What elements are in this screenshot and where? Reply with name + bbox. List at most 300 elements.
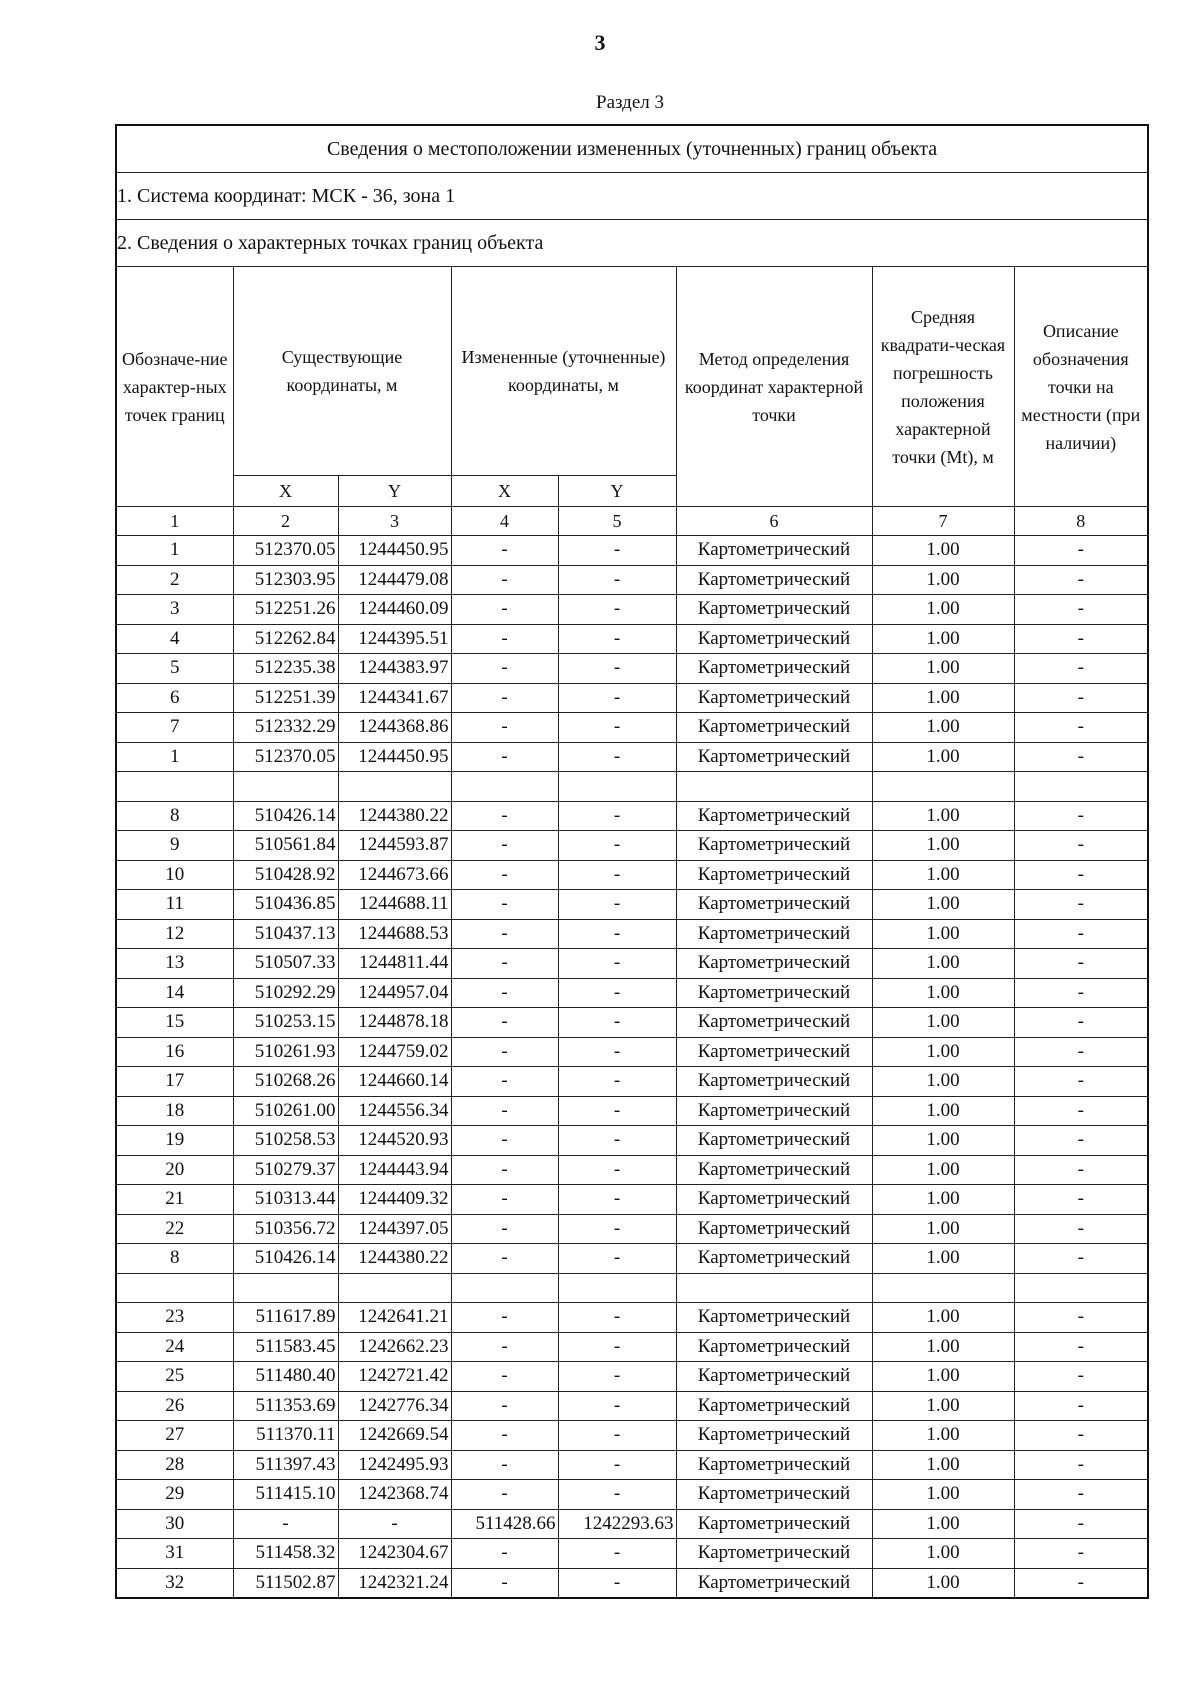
method-cell: Картометрический xyxy=(676,1067,872,1097)
point-id-cell: 19 xyxy=(116,1126,233,1156)
description-cell: - xyxy=(1014,978,1148,1008)
changed-x-cell: - xyxy=(451,713,558,743)
column-numbers-row xyxy=(116,507,1148,536)
point-id-cell: 28 xyxy=(116,1450,233,1480)
changed-x-cell: - xyxy=(451,919,558,949)
existing-x-cell: 511397.43 xyxy=(233,1450,338,1480)
changed-x-cell: - xyxy=(451,860,558,890)
method-cell: Картометрический xyxy=(676,1509,872,1539)
point-id-cell: 3 xyxy=(116,595,233,625)
description-cell: - xyxy=(1014,919,1148,949)
existing-x-cell: 510561.84 xyxy=(233,831,338,861)
header-changed-x: X xyxy=(451,476,558,507)
existing-y-cell: 1244380.22 xyxy=(338,801,451,831)
existing-y-cell: 1242662.23 xyxy=(338,1332,451,1362)
changed-x-cell: - xyxy=(451,595,558,625)
method-cell: Картометрический xyxy=(676,919,872,949)
changed-x-cell: - xyxy=(451,831,558,861)
error-cell: 1.00 xyxy=(872,536,1014,566)
existing-x-cell: 510356.72 xyxy=(233,1214,338,1244)
table-row xyxy=(116,1185,1148,1215)
description-cell: - xyxy=(1014,1096,1148,1126)
table-row xyxy=(116,1391,1148,1421)
error-cell: 1.00 xyxy=(872,1067,1014,1097)
changed-x-cell: - xyxy=(451,1067,558,1097)
point-id-cell: 16 xyxy=(116,1037,233,1067)
header-existing-coords: Существующие координаты, м xyxy=(233,267,451,476)
method-cell: Картометрический xyxy=(676,831,872,861)
point-id-cell: 13 xyxy=(116,949,233,979)
point-id-cell: 18 xyxy=(116,1096,233,1126)
method-cell: Картометрический xyxy=(676,1037,872,1067)
description-cell: - xyxy=(1014,1450,1148,1480)
table-row xyxy=(116,742,1148,772)
error-cell: 1.00 xyxy=(872,1362,1014,1392)
existing-y-cell: 1242669.54 xyxy=(338,1421,451,1451)
empty-cell xyxy=(338,772,451,802)
table-row xyxy=(116,831,1148,861)
changed-y-cell: - xyxy=(558,890,676,920)
changed-y-cell: - xyxy=(558,1067,676,1097)
error-cell: 1.00 xyxy=(872,1244,1014,1274)
method-cell: Картометрический xyxy=(676,1185,872,1215)
error-cell: 1.00 xyxy=(872,1214,1014,1244)
table-row xyxy=(116,1126,1148,1156)
header-method: Метод определения координат характерной точки xyxy=(676,267,872,507)
existing-y-cell: 1244409.32 xyxy=(338,1185,451,1215)
changed-y-cell: - xyxy=(558,1185,676,1215)
existing-y-cell: 1242321.24 xyxy=(338,1568,451,1598)
section-title: Раздел 3 xyxy=(596,92,664,113)
description-cell: - xyxy=(1014,654,1148,684)
description-cell: - xyxy=(1014,1126,1148,1156)
method-cell: Картометрический xyxy=(676,713,872,743)
error-cell: 1.00 xyxy=(872,1126,1014,1156)
changed-x-cell: - xyxy=(451,1008,558,1038)
method-cell: Картометрический xyxy=(676,978,872,1008)
table-row xyxy=(116,1568,1148,1598)
existing-x-cell: 511458.32 xyxy=(233,1539,338,1569)
existing-x-cell: 510507.33 xyxy=(233,949,338,979)
table-row xyxy=(116,1539,1148,1569)
description-cell: - xyxy=(1014,1391,1148,1421)
header-changed-y: Y xyxy=(558,476,676,507)
empty-cell xyxy=(233,1273,338,1303)
contour-separator-row xyxy=(116,1273,1148,1303)
error-cell: 1.00 xyxy=(872,801,1014,831)
changed-y-cell: - xyxy=(558,919,676,949)
point-id-cell: 8 xyxy=(116,1244,233,1274)
existing-x-cell: 511480.40 xyxy=(233,1362,338,1392)
table-row xyxy=(116,624,1148,654)
error-cell: 1.00 xyxy=(872,978,1014,1008)
changed-x-cell: - xyxy=(451,978,558,1008)
existing-x-cell: 510292.29 xyxy=(233,978,338,1008)
error-cell: 1.00 xyxy=(872,1391,1014,1421)
error-cell: 1.00 xyxy=(872,919,1014,949)
contour-separator-row xyxy=(116,772,1148,802)
existing-x-cell: 512251.26 xyxy=(233,595,338,625)
changed-x-cell: - xyxy=(451,801,558,831)
existing-x-cell: 510268.26 xyxy=(233,1067,338,1097)
error-cell: 1.00 xyxy=(872,683,1014,713)
table-row xyxy=(116,1362,1148,1392)
description-cell: - xyxy=(1014,831,1148,861)
point-id-cell: 9 xyxy=(116,831,233,861)
existing-x-cell: 512370.05 xyxy=(233,742,338,772)
point-id-cell: 17 xyxy=(116,1067,233,1097)
existing-y-cell: 1244395.51 xyxy=(338,624,451,654)
changed-y-cell: - xyxy=(558,801,676,831)
method-cell: Картометрический xyxy=(676,1096,872,1126)
existing-y-cell: 1244878.18 xyxy=(338,1008,451,1038)
existing-y-cell: 1244673.66 xyxy=(338,860,451,890)
method-cell: Картометрический xyxy=(676,1303,872,1333)
changed-x-cell: - xyxy=(451,1332,558,1362)
empty-cell xyxy=(676,772,872,802)
changed-y-cell: - xyxy=(558,1244,676,1274)
existing-y-cell: 1242721.42 xyxy=(338,1362,451,1392)
error-cell: 1.00 xyxy=(872,831,1014,861)
existing-y-cell: 1244383.97 xyxy=(338,654,451,684)
error-cell: 1.00 xyxy=(872,713,1014,743)
existing-y-cell: 1244593.87 xyxy=(338,831,451,861)
existing-x-cell: 510279.37 xyxy=(233,1155,338,1185)
boundary-points-table xyxy=(115,124,1149,1599)
method-cell: Картометрический xyxy=(676,1450,872,1480)
changed-x-cell: - xyxy=(451,1185,558,1215)
changed-y-cell: - xyxy=(558,654,676,684)
changed-x-cell: - xyxy=(451,1480,558,1510)
changed-y-cell: - xyxy=(558,683,676,713)
table-row xyxy=(116,1067,1148,1097)
table-row xyxy=(116,1509,1148,1539)
table-row xyxy=(116,890,1148,920)
changed-x-cell: - xyxy=(451,536,558,566)
existing-x-cell: 511415.10 xyxy=(233,1480,338,1510)
method-cell: Картометрический xyxy=(676,1332,872,1362)
existing-x-cell: 510426.14 xyxy=(233,801,338,831)
column-number: 7 xyxy=(872,507,1014,536)
description-cell: - xyxy=(1014,1008,1148,1038)
table-row xyxy=(116,1480,1148,1510)
description-cell: - xyxy=(1014,890,1148,920)
page-number: 3 xyxy=(594,30,606,55)
empty-cell xyxy=(451,772,558,802)
existing-x-cell: 510428.92 xyxy=(233,860,338,890)
point-id-cell: 32 xyxy=(116,1568,233,1598)
point-id-cell: 14 xyxy=(116,978,233,1008)
changed-x-cell: - xyxy=(451,1391,558,1421)
changed-y-cell: - xyxy=(558,1332,676,1362)
point-id-cell: 12 xyxy=(116,919,233,949)
error-cell: 1.00 xyxy=(872,1185,1014,1215)
point-id-cell: 1 xyxy=(116,536,233,566)
changed-x-cell: - xyxy=(451,1037,558,1067)
point-id-cell: 23 xyxy=(116,1303,233,1333)
table-row xyxy=(116,713,1148,743)
method-cell: Картометрический xyxy=(676,1480,872,1510)
existing-y-cell: 1242495.93 xyxy=(338,1450,451,1480)
column-number: 4 xyxy=(451,507,558,536)
point-id-cell: 10 xyxy=(116,860,233,890)
method-cell: Картометрический xyxy=(676,536,872,566)
description-cell: - xyxy=(1014,949,1148,979)
existing-y-cell: 1244556.34 xyxy=(338,1096,451,1126)
coord-system-row: 1. Система координат: МСК - 36, зона 1 xyxy=(116,173,1148,220)
description-cell: - xyxy=(1014,1214,1148,1244)
error-cell: 1.00 xyxy=(872,1155,1014,1185)
method-cell: Картометрический xyxy=(676,1126,872,1156)
description-cell: - xyxy=(1014,1568,1148,1598)
existing-y-cell: 1244460.09 xyxy=(338,595,451,625)
header-existing-x: X xyxy=(233,476,338,507)
existing-y-cell: 1244380.22 xyxy=(338,1244,451,1274)
empty-cell xyxy=(676,1273,872,1303)
description-cell: - xyxy=(1014,595,1148,625)
changed-x-cell: - xyxy=(451,654,558,684)
changed-y-cell: - xyxy=(558,713,676,743)
point-id-cell: 15 xyxy=(116,1008,233,1038)
empty-cell xyxy=(1014,1273,1148,1303)
changed-x-cell: - xyxy=(451,1539,558,1569)
point-id-cell: 8 xyxy=(116,801,233,831)
error-cell: 1.00 xyxy=(872,1096,1014,1126)
existing-y-cell: 1244443.94 xyxy=(338,1155,451,1185)
error-cell: 1.00 xyxy=(872,624,1014,654)
error-cell: 1.00 xyxy=(872,1008,1014,1038)
method-cell: Картометрический xyxy=(676,860,872,890)
table-row xyxy=(116,565,1148,595)
point-id-cell: 20 xyxy=(116,1155,233,1185)
error-cell: 1.00 xyxy=(872,742,1014,772)
error-cell: 1.00 xyxy=(872,1509,1014,1539)
changed-x-cell: - xyxy=(451,683,558,713)
existing-y-cell: 1244397.05 xyxy=(338,1214,451,1244)
existing-y-cell: 1244688.53 xyxy=(338,919,451,949)
table-row xyxy=(116,1244,1148,1274)
point-id-cell: 22 xyxy=(116,1214,233,1244)
method-cell: Картометрический xyxy=(676,1568,872,1598)
existing-x-cell: 510437.13 xyxy=(233,919,338,949)
description-cell: - xyxy=(1014,683,1148,713)
empty-cell xyxy=(233,772,338,802)
changed-x-cell: - xyxy=(451,1303,558,1333)
description-cell: - xyxy=(1014,1037,1148,1067)
table-row xyxy=(116,919,1148,949)
header-error: Средняя квадрати-ческая погрешность положения характерной точки (Mt), м xyxy=(872,267,1014,507)
table-row xyxy=(116,1450,1148,1480)
error-cell: 1.00 xyxy=(872,595,1014,625)
changed-y-cell: - xyxy=(558,1421,676,1451)
table-row xyxy=(116,1096,1148,1126)
header-existing-y: Y xyxy=(338,476,451,507)
changed-y-cell: - xyxy=(558,624,676,654)
existing-y-cell: 1244450.95 xyxy=(338,742,451,772)
point-id-cell: 26 xyxy=(116,1391,233,1421)
existing-x-cell: 510436.85 xyxy=(233,890,338,920)
changed-x-cell: - xyxy=(451,1362,558,1392)
error-cell: 1.00 xyxy=(872,1303,1014,1333)
column-number: 1 xyxy=(116,507,233,536)
changed-y-cell: 1242293.63 xyxy=(558,1509,676,1539)
changed-x-cell: - xyxy=(451,1421,558,1451)
table-row xyxy=(116,683,1148,713)
changed-y-cell: - xyxy=(558,949,676,979)
description-cell: - xyxy=(1014,860,1148,890)
existing-y-cell: 1244450.95 xyxy=(338,536,451,566)
table-row xyxy=(116,949,1148,979)
changed-y-cell: - xyxy=(558,1096,676,1126)
changed-y-cell: - xyxy=(558,1126,676,1156)
error-cell: 1.00 xyxy=(872,949,1014,979)
changed-y-cell: - xyxy=(558,1037,676,1067)
existing-x-cell: 510258.53 xyxy=(233,1126,338,1156)
method-cell: Картометрический xyxy=(676,595,872,625)
empty-cell xyxy=(1014,772,1148,802)
description-cell: - xyxy=(1014,1244,1148,1274)
changed-x-cell: 511428.66 xyxy=(451,1509,558,1539)
changed-y-cell: - xyxy=(558,1362,676,1392)
table-row xyxy=(116,1421,1148,1451)
existing-x-cell: 512262.84 xyxy=(233,624,338,654)
method-cell: Картометрический xyxy=(676,1391,872,1421)
description-cell: - xyxy=(1014,1539,1148,1569)
error-cell: 1.00 xyxy=(872,1480,1014,1510)
point-id-cell: 27 xyxy=(116,1421,233,1451)
existing-x-cell: 511617.89 xyxy=(233,1303,338,1333)
empty-cell xyxy=(872,1273,1014,1303)
empty-cell xyxy=(872,772,1014,802)
changed-y-cell: - xyxy=(558,595,676,625)
point-id-cell: 21 xyxy=(116,1185,233,1215)
table-row xyxy=(116,860,1148,890)
point-id-cell: 11 xyxy=(116,890,233,920)
point-id-cell: 6 xyxy=(116,683,233,713)
description-cell: - xyxy=(1014,1067,1148,1097)
empty-cell xyxy=(558,1273,676,1303)
existing-y-cell: 1244368.86 xyxy=(338,713,451,743)
table-row xyxy=(116,1037,1148,1067)
method-cell: Картометрический xyxy=(676,1008,872,1038)
point-id-cell: 1 xyxy=(116,742,233,772)
changed-y-cell: - xyxy=(558,831,676,861)
point-id-cell: 25 xyxy=(116,1362,233,1392)
error-cell: 1.00 xyxy=(872,1421,1014,1451)
description-cell: - xyxy=(1014,1303,1148,1333)
changed-y-cell: - xyxy=(558,742,676,772)
method-cell: Картометрический xyxy=(676,1539,872,1569)
error-cell: 1.00 xyxy=(872,1539,1014,1569)
table-row xyxy=(116,801,1148,831)
empty-cell xyxy=(558,772,676,802)
error-cell: 1.00 xyxy=(872,565,1014,595)
existing-x-cell: 512303.95 xyxy=(233,565,338,595)
description-cell: - xyxy=(1014,536,1148,566)
description-cell: - xyxy=(1014,801,1148,831)
existing-y-cell: 1244957.04 xyxy=(338,978,451,1008)
description-cell: - xyxy=(1014,1155,1148,1185)
existing-y-cell: 1244479.08 xyxy=(338,565,451,595)
method-cell: Картометрический xyxy=(676,742,872,772)
changed-x-cell: - xyxy=(451,1244,558,1274)
empty-cell xyxy=(451,1273,558,1303)
table-row xyxy=(116,1214,1148,1244)
column-number: 6 xyxy=(676,507,872,536)
error-cell: 1.00 xyxy=(872,1332,1014,1362)
column-number: 3 xyxy=(338,507,451,536)
existing-x-cell: 511502.87 xyxy=(233,1568,338,1598)
point-id-cell: 31 xyxy=(116,1539,233,1569)
method-cell: Картометрический xyxy=(676,624,872,654)
points-heading-row: 2. Сведения о характерных точках границ объекта xyxy=(116,220,1148,267)
description-cell: - xyxy=(1014,1362,1148,1392)
changed-y-cell: - xyxy=(558,1391,676,1421)
existing-x-cell: 511370.11 xyxy=(233,1421,338,1451)
point-id-cell: 5 xyxy=(116,654,233,684)
existing-x-cell: 512370.05 xyxy=(233,536,338,566)
error-cell: 1.00 xyxy=(872,1450,1014,1480)
table-row xyxy=(116,1332,1148,1362)
existing-y-cell: 1244688.11 xyxy=(338,890,451,920)
changed-y-cell: - xyxy=(558,1303,676,1333)
existing-x-cell: 510261.93 xyxy=(233,1037,338,1067)
point-id-cell: 30 xyxy=(116,1509,233,1539)
changed-y-cell: - xyxy=(558,1539,676,1569)
changed-y-cell: - xyxy=(558,1214,676,1244)
existing-y-cell: 1244660.14 xyxy=(338,1067,451,1097)
existing-y-cell: 1244341.67 xyxy=(338,683,451,713)
existing-y-cell: 1242304.67 xyxy=(338,1539,451,1569)
description-cell: - xyxy=(1014,1421,1148,1451)
description-cell: - xyxy=(1014,1480,1148,1510)
empty-cell xyxy=(338,1273,451,1303)
table-row xyxy=(116,536,1148,566)
description-cell: - xyxy=(1014,565,1148,595)
description-cell: - xyxy=(1014,742,1148,772)
empty-cell xyxy=(116,1273,233,1303)
existing-y-cell: 1244520.93 xyxy=(338,1126,451,1156)
column-number: 8 xyxy=(1014,507,1148,536)
table-row xyxy=(116,654,1148,684)
method-cell: Картометрический xyxy=(676,1214,872,1244)
point-id-cell: 29 xyxy=(116,1480,233,1510)
point-id-cell: 24 xyxy=(116,1332,233,1362)
description-cell: - xyxy=(1014,1332,1148,1362)
table-row xyxy=(116,595,1148,625)
table-row xyxy=(116,978,1148,1008)
header-description: Описание обозначения точки на местности (при наличии) xyxy=(1014,267,1148,507)
method-cell: Картометрический xyxy=(676,1155,872,1185)
table-row xyxy=(116,1303,1148,1333)
changed-x-cell: - xyxy=(451,949,558,979)
existing-y-cell: 1244811.44 xyxy=(338,949,451,979)
point-id-cell: 2 xyxy=(116,565,233,595)
existing-x-cell: 512332.29 xyxy=(233,713,338,743)
changed-y-cell: - xyxy=(558,860,676,890)
existing-x-cell: 512235.38 xyxy=(233,654,338,684)
method-cell: Картометрический xyxy=(676,565,872,595)
changed-x-cell: - xyxy=(451,1126,558,1156)
existing-x-cell: 510261.00 xyxy=(233,1096,338,1126)
point-id-cell: 7 xyxy=(116,713,233,743)
method-cell: Картометрический xyxy=(676,654,872,684)
changed-x-cell: - xyxy=(451,890,558,920)
error-cell: 1.00 xyxy=(872,1037,1014,1067)
table-title: Сведения о местоположении измененных (уточненных) границ объекта xyxy=(116,125,1148,173)
description-cell: - xyxy=(1014,624,1148,654)
existing-x-cell: 510426.14 xyxy=(233,1244,338,1274)
